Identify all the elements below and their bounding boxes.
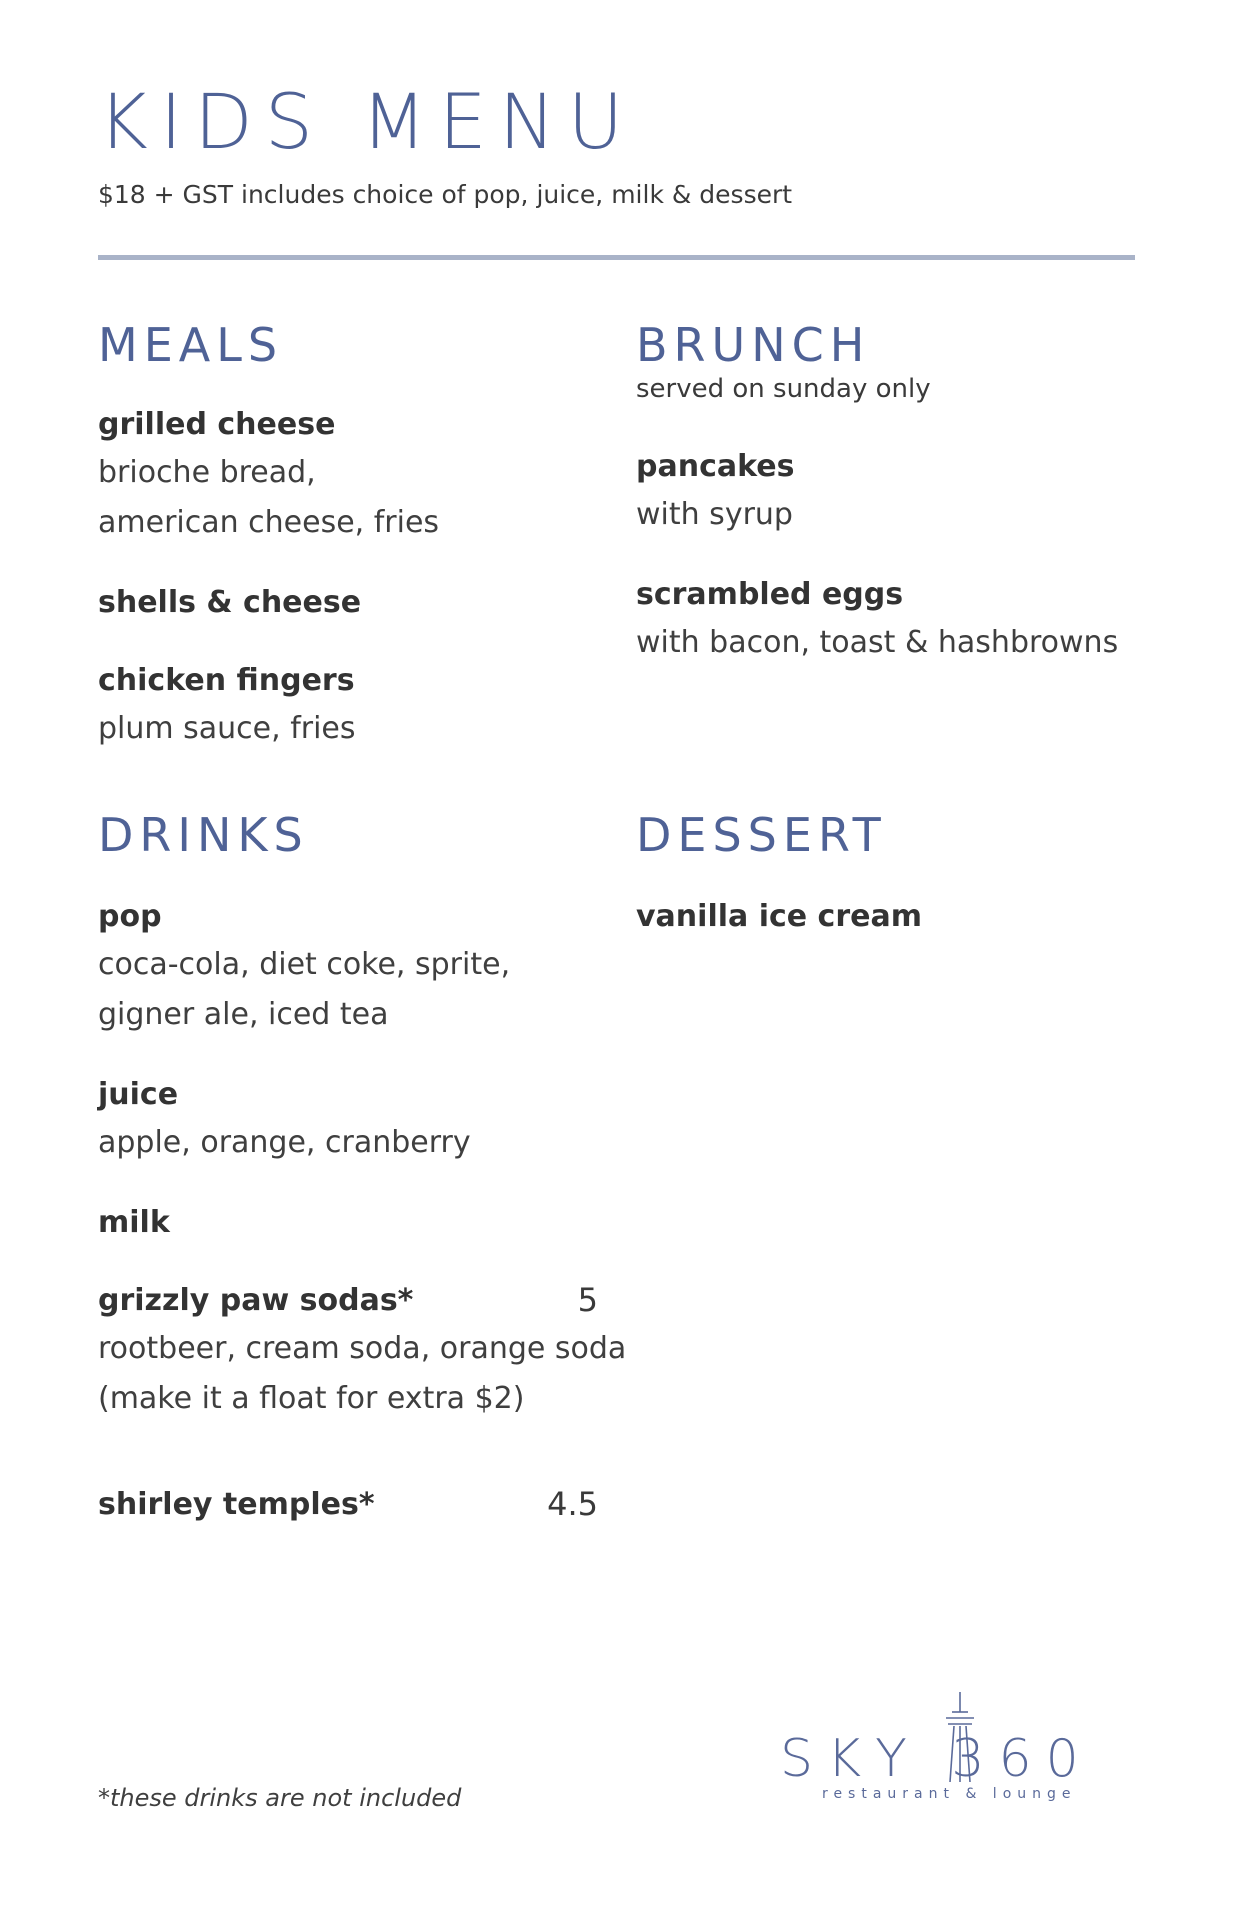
drink-item-desc: coca-cola, diet coke, sprite,: [98, 947, 511, 982]
drink-item-desc: apple, orange, cranberry: [98, 1125, 471, 1160]
divider: [98, 255, 1135, 260]
meal-item-name: shells & cheese: [98, 585, 362, 620]
drink-item-price: 4.5: [547, 1485, 598, 1523]
sky360-logo: [780, 1690, 1140, 1810]
brunch-item-desc: with bacon, toast & hashbrowns: [636, 625, 1119, 660]
meal-item-desc: brioche bread,: [98, 455, 316, 490]
page-title: KIDS MENU: [98, 77, 636, 166]
footnote: *these drinks are not included: [98, 1784, 462, 1812]
meal-item-desc: plum sauce, fries: [98, 711, 356, 746]
drink-item-name: milk: [98, 1205, 170, 1240]
drinks-heading: DRINKS: [98, 808, 309, 862]
drink-item-desc: gigner ale, iced tea: [98, 997, 389, 1032]
brunch-item-desc: with syrup: [636, 497, 793, 532]
meal-item-name: chicken fingers: [98, 663, 355, 698]
drink-item-desc: rootbeer, cream soda, orange soda: [98, 1331, 627, 1366]
dessert-item-name: vanilla ice cream: [636, 899, 922, 934]
price-note: $18 + GST includes choice of pop, juice, milk & dessert: [98, 180, 793, 209]
drink-item-price: 5: [577, 1281, 598, 1319]
logo-sub-text: restaurant & lounge: [822, 1786, 1077, 1802]
drink-item-desc: (make it a float for extra $2): [98, 1381, 525, 1416]
drink-item-name: juice: [98, 1077, 179, 1112]
meals-heading: MEALS: [98, 318, 284, 372]
logo-main-text: SKY 360: [780, 1729, 1093, 1789]
brunch-item-name: pancakes: [636, 449, 795, 484]
drink-item-name: grizzly paw sodas*: [98, 1283, 414, 1318]
drink-item-name: pop: [98, 899, 162, 934]
brunch-heading: BRUNCH: [636, 318, 871, 372]
dessert-heading: DESSERT: [636, 808, 887, 862]
meal-item-desc: american cheese, fries: [98, 505, 440, 540]
brunch-note: served on sunday only: [636, 374, 931, 404]
brunch-item-name: scrambled eggs: [636, 577, 904, 612]
meal-item-name: grilled cheese: [98, 407, 336, 442]
drink-item-name: shirley temples*: [98, 1487, 375, 1522]
